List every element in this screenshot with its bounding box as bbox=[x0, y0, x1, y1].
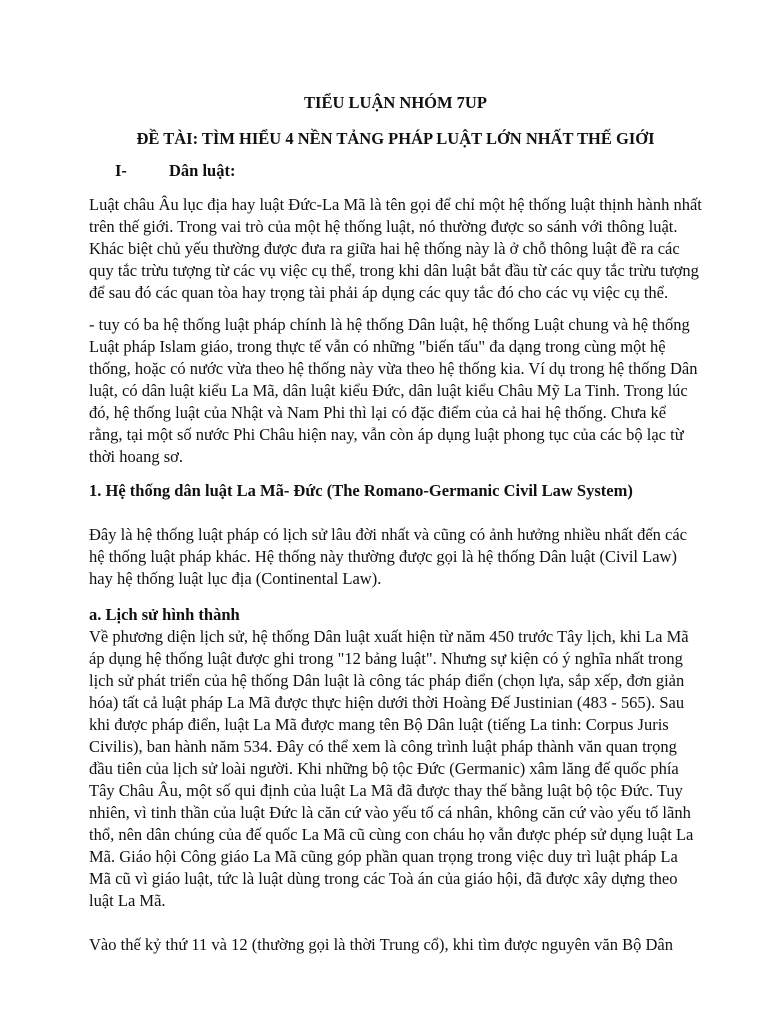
paragraph-history: Về phương diện lịch sử, hệ thống Dân luật xuất hiện từ năm 450 trước Tây lịch, khi La Mã áp dụng hệ thống luật được ghi trong "12 bảng luật". Nhưng sự kiện có ý nghĩa nhất trong lịch sử phát triển của hệ thống Dân luật là công tác pháp điển (chọn lựa, sắp xếp, đơn giản hóa) tất cả luật pháp La Mã được thực hiện dưới thời Hoàng Đế Justinian (483 - 565). Sau khi được pháp điển, luật La Mã được mang tên Bộ Dân luật (tiếng La tinh: Corpus Juris Civilis), ban hành năm 534. Đây có thể xem là công trình luật pháp thành văn quan trọng đầu tiên của lịch sử loài người. Khi những bộ tộc Đức (Germanic) xâm lăng đế quốc phía Tây Châu Âu, một số qui định của luật La Mã đã được thay thế bằng luật bộ tộc Đức. Tuy nhiên, vì tinh thần của luật Đức là căn cứ vào yếu tố cá nhân, không căn cứ vào yếu tố lãnh thổ, nên dân chúng của đế quốc La Mã cũ cùng con cháu họ vẫn được phép sử dụng luật La Mã. Giáo hội Công giáo La Mã cũng góp phần quan trọng trong việc duy trì luật pháp La Mã cũ vì giáo luật, tức là luật dùng trong các Toà án của giáo hội, đã được xây dựng theo luật La Mã. bbox=[89, 627, 694, 910]
document-title: TIỂU LUẬN NHÓM 7UP bbox=[304, 93, 487, 112]
subsection-heading: 1. Hệ thống dân luật La Mã- Đức (The Romano-Germanic Civil Law System) bbox=[89, 481, 633, 500]
section-title: Dân luật: bbox=[169, 161, 236, 180]
paragraph-systems: - tuy có ba hệ thống luật pháp chính là hệ thống Dân luật, hệ thống Luật chung và hệ thống Luật pháp Islam giáo, trong thực tế vẫn có những "biến tấu" đa dạng trong cùng một hệ thống, hoặc có nước vừa theo hệ thống này vừa theo hệ thống kia. Ví dụ trong hệ thống Dân luật, có dân luật kiểu La Mã, dân luật kiểu Đức, dân luật kiểu Châu Mỹ La Tinh. Trong lúc đó, hệ thống luật của Nhật và Nam Phi thì lại có đặc điểm của cả hai hệ thống. Chưa kể rằng, tại một số nước Phi Châu hiện nay, vẫn còn áp dụng luật phong tục của các bộ lạc từ thời hoang sơ. bbox=[89, 315, 698, 466]
section-heading bbox=[115, 160, 702, 182]
paragraph-continued: Vào thế kỷ thứ 11 và 12 (thường gọi là thời Trung cổ), khi tìm được nguyên văn Bộ Dân bbox=[89, 935, 674, 954]
paragraph-overview: Đây là hệ thống luật pháp có lịch sử lâu đời nhất và cũng có ảnh hưởng nhiều nhất đến các hệ thống luật pháp khác. Hệ thống này thường được gọi là hệ thống Dân luật (Civil Law) hay hệ thống luật lục địa (Continental Law). bbox=[89, 525, 687, 588]
paragraph-intro: Luật châu Âu lục địa hay luật Đức-La Mã là tên gọi để chỉ một hệ thống luật thịnh hành nhất trên thế giới. Trong vai trò của một hệ thống luật, nó thường được so sánh với thông luật. Khác biệt chủ yếu thường được đưa ra giữa hai hệ thống này là ở chỗ thông luật đề ra các quy tắc trừu tượng từ các vụ việc cụ thể, trong khi dân luật bắt đầu từ các quy tắc trừu tượng để sau đó các quan tòa hay trọng tài phải áp dụng các quy tắc đó cho các vụ việc cụ thể. bbox=[89, 195, 702, 302]
section-number: I- bbox=[115, 161, 127, 180]
document-subtitle: ĐỀ TÀI: TÌM HIỂU 4 NỀN TẢNG PHÁP LUẬT LỚN NHẤT THẾ GIỚI bbox=[136, 129, 655, 148]
subsubsection-heading: a. Lịch sử hình thành bbox=[89, 605, 240, 624]
